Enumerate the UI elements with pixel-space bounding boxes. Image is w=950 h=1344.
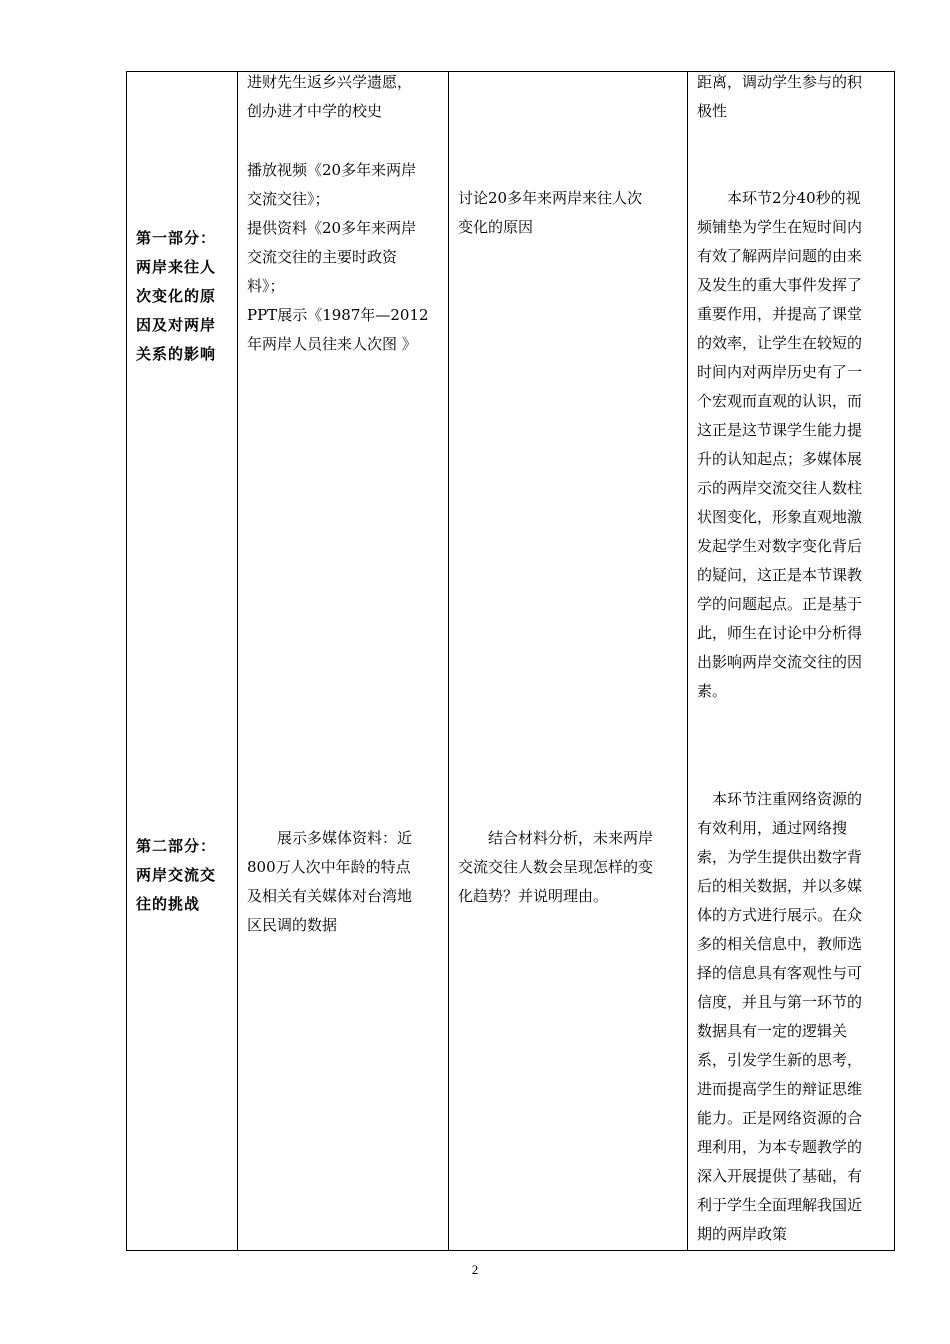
part2-design-intent: 本环节注重网络资源的 有效利用，通过网络搜 索，为学生提供出数字背 后的相关数据，并以多媒 体的方式进行展示。在众 多的相关信息中，教师选 择的信息具有客观性与可 信度，并且与第一环节的 数据具有一定的逻辑关 系，引发学生新的思考， 进而提高学生的辩证思维 能力。正是网络资源的合 理利用，为本专题教学的 深入开展提供了基础，有 利于学生全面理解我国近 期的两岸政策 bbox=[697, 790, 863, 1243]
continuation-text: 进财先生返乡兴学遗愿， 创办进才中学的校史 bbox=[247, 73, 413, 120]
design-intent-column bbox=[688, 72, 895, 1251]
part1-design-intent: 本环节2分40秒的视 频铺垫为学生在短时间内 有效了解两岸问题的由来 及发生的重大事件发挥了 重要作用，并提高了课堂 的效率，让学生在较短的 时间内对两岸历史有了一 个宏观而直观的认识，而 这正是这节课学生能力提 升的认知起点；多媒体展 示的两岸交流交往人数柱 状图变化，形象直观地激 发起学生对数字变化背后 的疑问，这正是本节课教 学的问题起点。正是基于 此，师生在讨论中分析得 出影响两岸交流交往的因 素。 bbox=[697, 189, 863, 700]
table-row bbox=[127, 72, 895, 1251]
stage-column bbox=[127, 72, 238, 1251]
part1-student-activity: 讨论20多年来两岸来往人次 变化的原因 bbox=[458, 189, 643, 236]
part2-title: 第二部分： 两岸交流交 往的挑战 bbox=[136, 837, 217, 913]
part1-title: 第一部分： 两岸来往人 次变化的原 因及对两岸 关系的影响 bbox=[136, 229, 217, 363]
continuation-text: 距离，调动学生参与的积 极性 bbox=[697, 73, 863, 120]
page-number: 2 bbox=[471, 1262, 479, 1277]
lesson-plan-table bbox=[126, 71, 895, 1251]
part2-student-activity: 结合材料分析，未来两岸 交流交往人数会呈现怎样的变 化趋势？并说明理由。 bbox=[458, 829, 654, 905]
part1-teacher-activity: 播放视频《20多年来两岸 交流交往》； 提供资料《20多年来两岸 交流交往的主要时政资 料》； PPT展示《1987年—2012 年两岸人员往来人次图 》 bbox=[247, 161, 429, 353]
part2-teacher-activity: 展示多媒体资料：近 800万人次中年龄的特点 及相关有关媒体对台湾地 区民调的数据 bbox=[247, 829, 413, 934]
teacher-activity-column bbox=[238, 72, 449, 1251]
student-activity-column bbox=[449, 72, 688, 1251]
